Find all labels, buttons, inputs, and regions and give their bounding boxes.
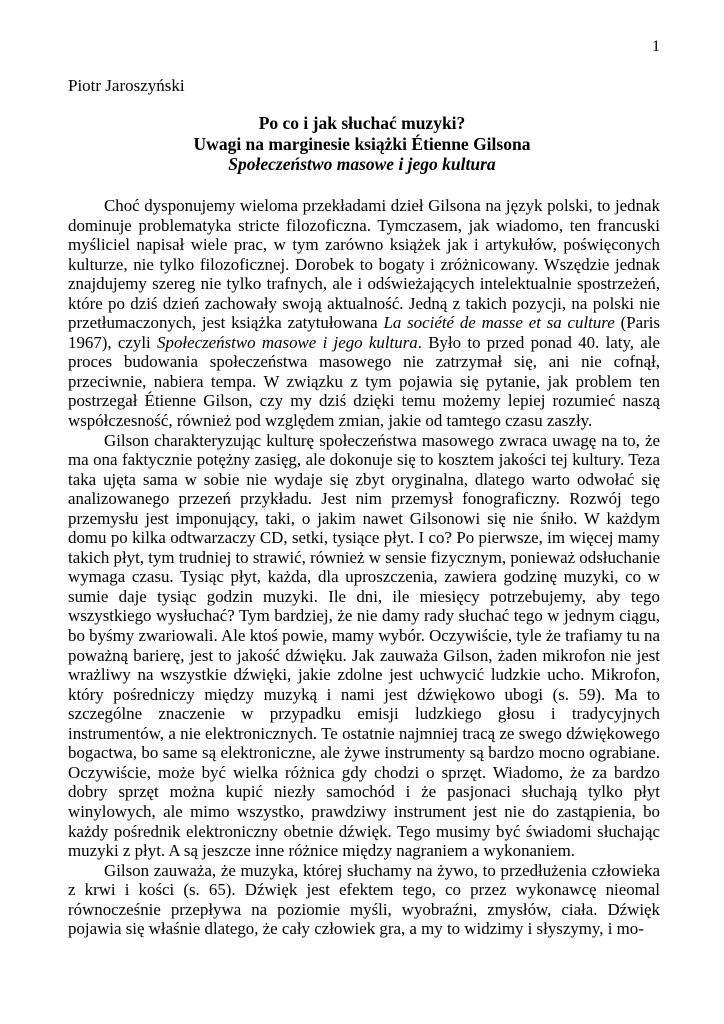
title-line-2: Uwagi na marginesie książki Étienne Gilsona [193,133,531,154]
italic-book-title: La société de masse et sa culture [383,313,615,333]
paragraph [68,431,660,861]
text-run: Gilson zauważa, że muzyka, której słuchamy na żywo, to przedłużenia człowieka z krwi i kości (s. 65). Dźwięk jest efektem tego, co przez wykonawcę nieomal równocześnie przepływa na poziomie myśli, wyobraźni, zmysłów, ciała. Dźwięk pojawia się właśnie dlatego, że cały człowiek gra, a my to widzimy i słyszymy, i mo- [68,860,660,939]
author-name: Piotr Jaroszyński [68,76,185,95]
title-line-1: Po co i jak słuchać muzyki? [258,113,466,133]
text-run: Gilson charakteryzując kulturę społeczeństwa masowego zwraca uwagę na to, że ma ona faktycznie potężny zasięg, ale dokonuje się to kosztem jakości tej kultury. Teza taka ujęta sama w sobie nie wydaje się zbyt oryginalna, dlatego warto odwołać się analizowanego przezeń przykładu. Jest nim przemysł fonograficzny. Rozwój tego przemysłu jest imponujący, taki, o jakim nawet Gilsonowi się nie śniło. W każdym domu po kilka odtwarzaczy CD, setki, tysiące płyt. I co? Po pierwsze, im więcej mamy takich płyt, tym trudniej to strawić, również w sensie fizycznym, ponieważ odsłuchanie wymaga czasu. Tysiąc płyt, każda, dla uproszczenia, zawiera godzinę muzyki, co w sumie daje tysiąc godzin muzyki. Ile dni, ile miesięcy potrzebujemy, aby tego wszystkiego wysłuchać? Tym bardziej, że nie damy rady słuchać tego w jednym ciągu, bo byśmy zwariowali. Ale ktoś powie, mamy wybór. Oczywiście, tyle że trafiamy tu na poważną barierę, jest to jakość dźwięku. Jak zauważa Gilson, żaden mikrofon nie jest wrażliwy na wszystkie dźwięki, jakie zdolne jest uchwycić ludzkie ucho. Mikrofon, który pośredniczy między muzyką i nami jest dźwiękowo ubogi (s. 59). Ma to szczególne znaczenie w przypadku emisji ludzkiego głosu i tradycyjnych instrumentów, a nie elektronicznych. Te ostatnie najmniej tracą ze swego dźwiękowego bogactwa, bo same są elektroniczne, ale żywe instrumenty są bardzo mocno ograbiane. Oczywiście, może być wielka różnica gdy chodzi o sprzęt. Wiadomo, że za bardzo dobry sprzęt można kupić niezły samochód i że pasjonaci słuchają tylko płyt winylowych, ale mimo wszystko, prawdziwy instrument jest nie do zastąpienia, bo każdy pośrednik elektroniczny obetnie dźwięk. Tego musimy być świadomi słuchając muzyki z płyt. A są jeszcze inne różnice między nagraniem a wykonaniem. [68,430,660,861]
paragraph [68,196,660,431]
page-number: 1 [652,38,660,55]
body-text [68,196,660,939]
italic-book-title: Społeczeństwo masowe i jego kultura [157,332,418,352]
title-line-3-book-title: Społeczeństwo masowe i jego kultura [228,154,496,175]
paragraph [68,861,660,939]
text-run: . Było to przed ponad 40. laty, ale proces budowania społeczeństwa masowego nie zatrzymał się, ani nie cofnął, przeciwnie, nabiera tempa. W związku z tym pojawia się pytanie, jak problem ten postrzegał Étienne Gilson, czy my dziś dzięki temu możemy lepiej rozumieć naszą współczesność, również pod względem zmian, jakie od tamtego czasu zaszły. [68,332,660,431]
title-block [66,113,658,175]
text-run: (Paris 1967), czyli [68,313,660,352]
text-run: Choć dysponujemy wieloma przekładami dzieł Gilsona na język polski, to jednak dominuje problematyka stricte filozoficzna. Tymczasem, jak wiadomo, ten francuski myśliciel napisał wiele prac, w tym zarówno książek jak i artykułów, poświęconych kulturze, nie tylko filozoficznej. Dorobek to bogaty i zróżnicowany. Wszędzie jednak znajdujemy szereg nie tylko trafnych, ale i odświeżających intelektualnie spostrzeżeń, które po dziś dzień zachowały swoją aktualność. Jedną z takich pozycji, na polski nie przetłumaczonych, jest książka zatytułowana [68,196,660,333]
